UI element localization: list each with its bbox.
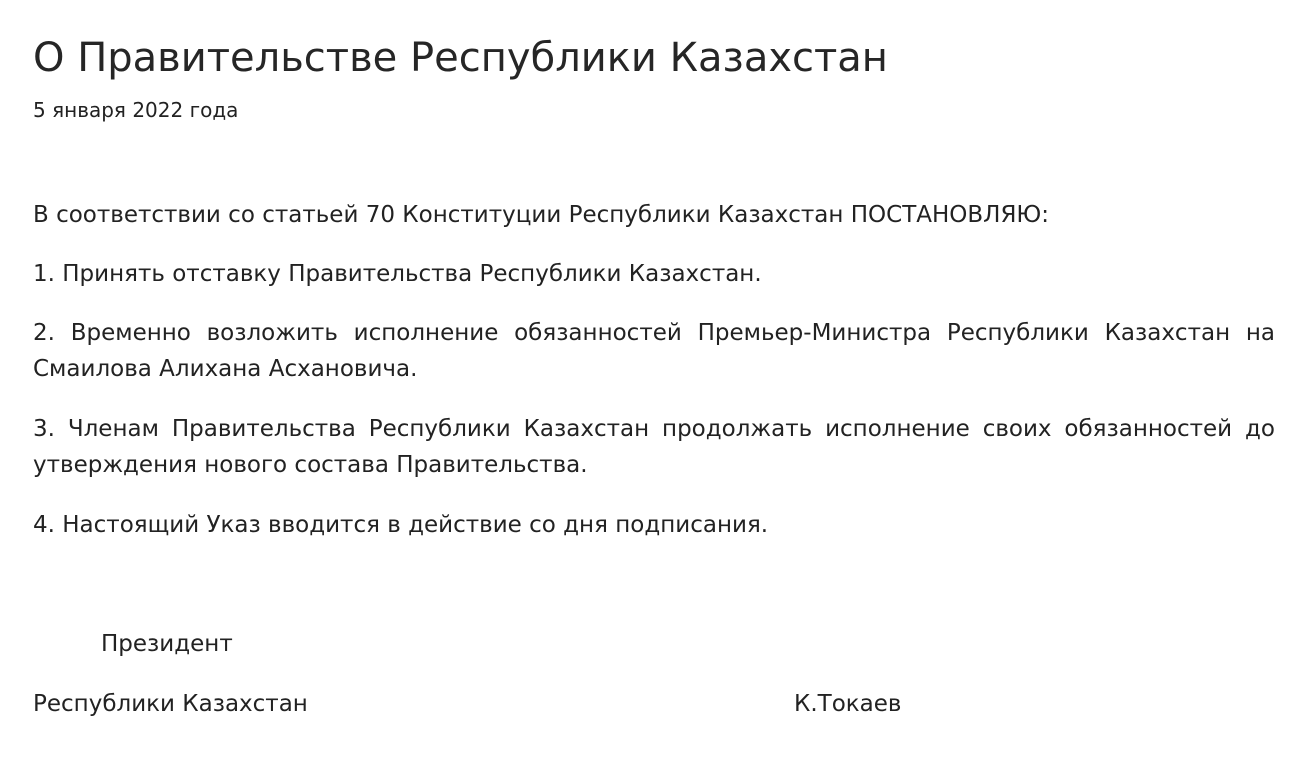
clause-4: 4. Настоящий Указ вводится в действие со дня подписания. xyxy=(33,512,769,538)
clause-3: 3. Членам Правительства Республики Казахстан продолжать исполнение своих обязанностей до утверждения нового состава Правительства. xyxy=(33,416,1275,478)
clause-2: 2. Временно возложить исполнение обязанностей Премьер-Министра Республики Казахстан на Смаилова Алихана Асхановича. xyxy=(33,320,1275,382)
signature-organization: Республики Казахстан xyxy=(33,691,308,717)
clause-1: 1. Принять отставку Правительства Республики Казахстан. xyxy=(33,261,762,287)
signature-name: К.Токаев xyxy=(794,691,902,717)
preamble-paragraph: В соответствии со статьей 70 Конституции Республики Казахстан ПОСТАНОВЛЯЮ: xyxy=(33,202,1050,228)
signature-role: Президент xyxy=(101,631,233,657)
document-title: О Правительстве Республики Казахстан xyxy=(33,35,888,81)
document-date: 5 января 2022 года xyxy=(33,98,239,122)
